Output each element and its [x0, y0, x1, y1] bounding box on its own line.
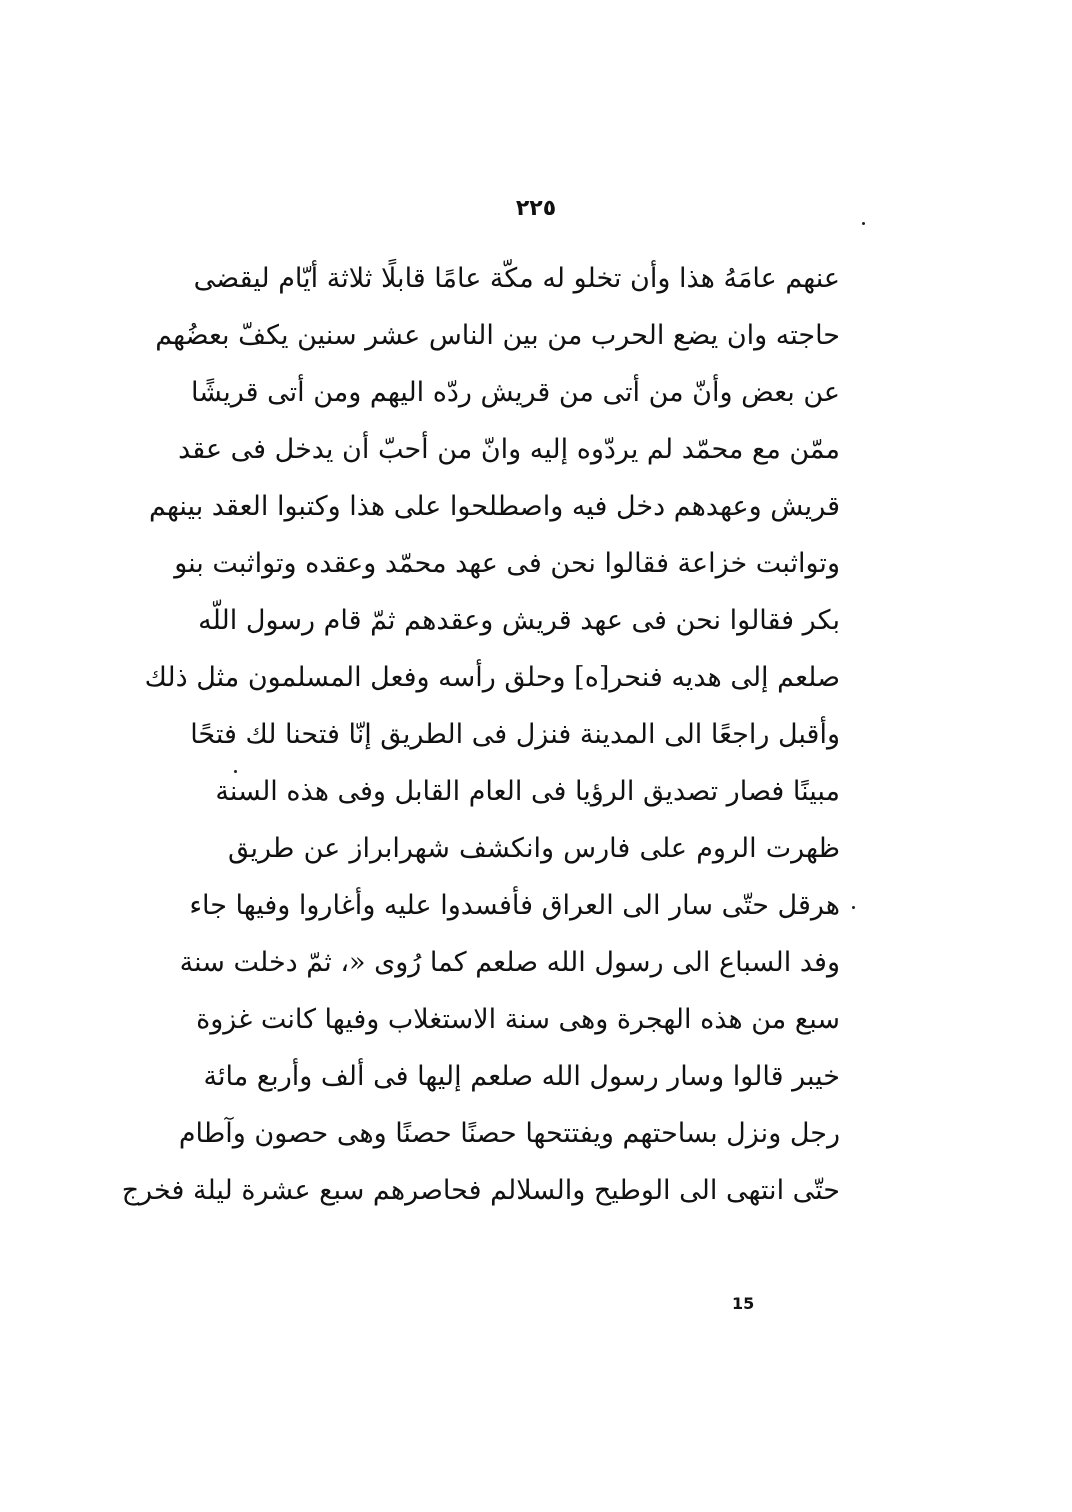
page-number: ٢٢٥ — [515, 196, 557, 221]
text-line-8: صلعم إلى هديه فنحر[ه] وحلق رأسه وفعل المسلمون مثل ذلك — [144, 662, 840, 693]
text-line-3: عن بعض وأنّ من أتى من قريش ردّه اليهم ومن أتى قريشًا — [190, 377, 840, 408]
text-line-1: عنهم عامَهُ هذا وأن تخلو له مكّة عامًا قابلًا ثلاثة أيّام ليقضى — [193, 263, 840, 294]
signature-mark: 15 — [732, 1294, 755, 1313]
text-line-16: رجل ونزل بساحتهم ويفتتحها حصنًا حصنًا وهى حصون وآطام — [178, 1118, 840, 1149]
text-line-5: قريش وعهدهم دخل فيه واصطلحوا على هذا وكتبوا العقد بينهم — [149, 491, 840, 522]
text-line-2: حاجته وان يضع الحرب من بين الناس عشر سنين يكفّ بعضُهم — [155, 320, 840, 351]
arabic-text-block — [121, 250, 840, 1219]
text-line-7: بكر فقالوا نحن فى عهد قريش وعقدهم ثمّ قام رسول اللّه — [198, 605, 840, 636]
scan-speck — [234, 770, 237, 773]
text-line-13: وفد السباع الى رسول الله صلعم كما رُوى «، ثمّ دخلت سنة — [179, 947, 840, 978]
text-line-4: ممّن مع محمّد لم يردّوه إليه وانّ من أحبّ أن يدخل فى عقد — [178, 434, 840, 465]
text-line-9: وأقبل راجعًا الى المدينة فنزل فى الطريق إنّا فتحنا لك فتحًا — [190, 719, 840, 750]
text-line-11: ظهرت الروم على فارس وانكشف شهرابراز عن طريق — [228, 833, 840, 864]
text-line-6: وتواثبت خزاعة فقالوا نحن فى عهد محمّد وعقده وتواثبت بنو — [174, 548, 840, 579]
scan-speck — [862, 222, 865, 225]
scan-speck — [852, 906, 855, 909]
text-line-15: خيبر قالوا وسار رسول الله صلعم إليها فى ألف وأربع مائة — [203, 1061, 840, 1092]
text-line-12: هرقل حتّى سار الى العراق فأفسدوا عليه وأغاروا وفيها جاء — [189, 890, 840, 921]
text-line-17: حتّى انتهى الى الوطيح والسلالم فحاصرهم سبع عشرة ليلة فخرج — [121, 1175, 840, 1206]
text-line-10: مبينًا فصار تصديق الرؤيا فى العام القابل وفى هذه السنة — [215, 776, 840, 807]
text-line-14: سبع من هذه الهجرة وهى سنة الاستغلاب وفيها كانت غزوة — [196, 1004, 840, 1035]
